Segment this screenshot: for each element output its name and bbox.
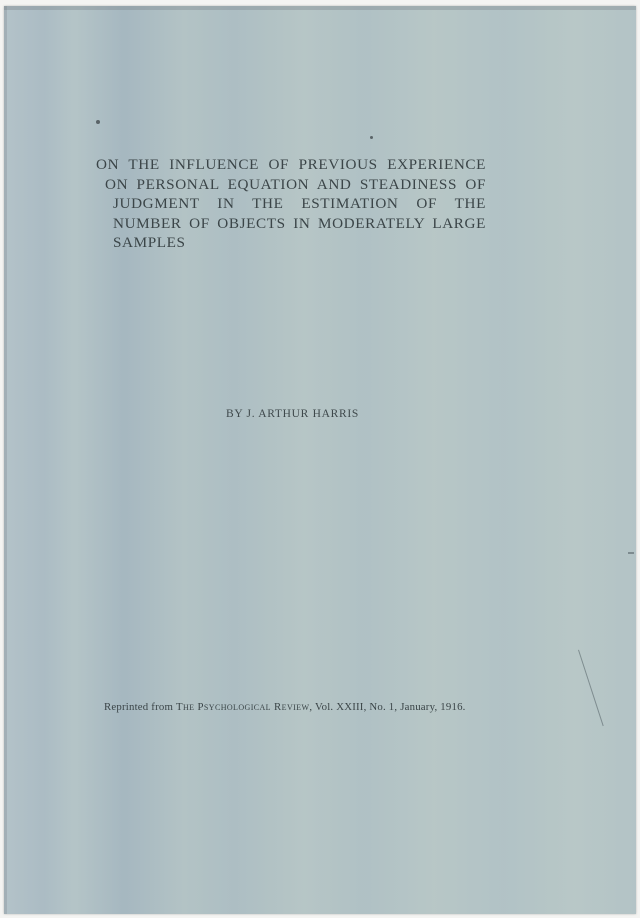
paper-speck (96, 120, 100, 124)
document-title (96, 155, 486, 253)
title-line: SAMPLES (113, 234, 186, 251)
paper-speck (370, 136, 373, 139)
paper-crease (578, 650, 604, 726)
pamphlet-cover (4, 6, 636, 914)
title-line: JUDGMENT IN THE ESTIMATION OF THE (113, 195, 486, 212)
title-line: ON THE INFLUENCE OF PREVIOUS EXPERIENCE (96, 156, 486, 173)
title-line: NUMBER OF OBJECTS IN MODERATELY LARGE (113, 214, 486, 232)
reprint-prefix: Reprinted from (104, 701, 176, 713)
paper-tear (628, 552, 634, 554)
journal-name: The Psychological Review (175, 701, 310, 713)
author-byline: BY J. ARTHUR HARRIS (226, 408, 359, 420)
reprint-notice (104, 701, 466, 713)
reprint-citation: , Vol. XXIII, No. 1, January, 1916. (309, 701, 466, 713)
title-line: ON PERSONAL EQUATION AND STEADINESS OF (105, 175, 486, 193)
